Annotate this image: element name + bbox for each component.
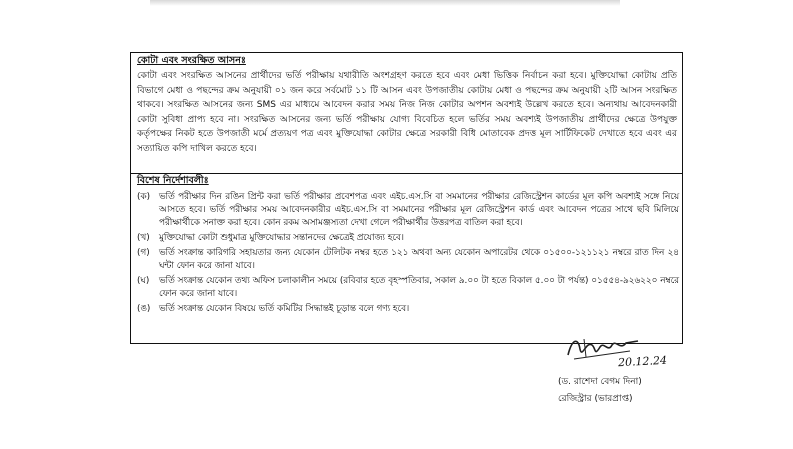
list-item [137, 303, 679, 316]
signatory-name: (ড. রাশেদা বেগম দিনা) [558, 377, 642, 387]
list-item-number: (ক) [137, 192, 151, 202]
instructions-list [137, 191, 679, 318]
instructions-heading: বিশেষ নির্দেশাবলীঃ [137, 175, 209, 186]
signature-block [546, 333, 696, 433]
notice-box [130, 52, 683, 344]
list-item-text: ভর্তি সংক্রান্ত যেকোন বিষয়ে ভর্তি কমিটির সিদ্ধান্তই চূড়ান্ত বলে গণ্য হবে। [159, 304, 410, 314]
signatory-title: রেজিস্ট্রার (ভারপ্রাপ্ত) [558, 394, 633, 404]
list-item-text: ভর্তি সংক্রান্ত যেকোন তথ্য অফিস চলাকালীন সময়ে (রবিবার হতে বৃহস্পতিবার, সকাল ৯.০০ টা হতে বিকাল ৫.০০ টা পর্যন্ত) ০১৫৫৪-৯২৬২২০ নম্বরে ফোন করে জানা যাবে। [159, 276, 679, 299]
top-page-edge [150, 0, 620, 6]
list-item-text: ভর্তি পরীক্ষার দিন রঙিন প্রিন্ট করা ভর্তি পরীক্ষার প্রবেশপত্র এবং এইচ.এস.সি বা সমমানের পরীক্ষার রেজিস্ট্রেশন কার্ডের মূল কপি অবশ্যই সঙ্গে নিয়ে আসতে হবে। ভর্তি পরীক্ষার সময় আবেদনকারীর এইচ.এস.সি বা সমমানের পরীক্ষার মূল রেজিস্ট্রেশন কার্ড এবং আবেদন পত্রের সাথে ছবি মিলিয়ে পরীক্ষার্থীকে সনাক্ত করা হবে। কোন রকম অসামঞ্জস্যতা দেখা গেলে পরীক্ষার্থীর উত্তরপত্র বাতিল করা হবে। [159, 192, 679, 228]
list-item-number: (খ) [137, 233, 150, 243]
signature-date: 20.12.24 [617, 353, 668, 370]
instructions-section [131, 173, 682, 343]
list-item-number: (গ) [137, 248, 150, 258]
quota-heading: কোটা এবং সংরক্ষিত আসনঃ [137, 55, 246, 66]
quota-section [131, 53, 682, 174]
list-item [137, 275, 679, 301]
list-item [137, 191, 679, 230]
list-item-text: মুক্তিযোদ্ধা কোটা শুধুমাত্র মুক্তিযোদ্ধার সন্তানদের ক্ষেত্রেই প্রযোজ্য হবে। [159, 233, 404, 243]
list-item [137, 232, 679, 245]
list-item [137, 247, 679, 273]
quota-paragraph: কোটা এবং সংরক্ষিত আসনের প্রার্থীদের ভর্তি পরীক্ষায় যথারীতি অংশগ্রহণ করতে হবে এবং মেধা ভিত্তিক নির্বাচন করা হবে। মুক্তিযোদ্ধা কোটায় প্রতি বিভাগে মেধা ও পছন্দের ক্রম অনুযায়ী ০১ জন করে সর্বমোট ১১ টি আসন এবং উপজাতীয় কোটায় মেধা ও পছন্দের ক্রম অনুযায়ী ২টি আসন সংরক্ষিত থাকবে। সংরক্ষিত আসনের জন্য SMS এর মাধ্যমে আবেদন করার সময় নিজ নিজ কোটার অপশন অবশ্যই উল্লেখ করতে হবে। অন্যথায় আবেদনকারী কোটা সুবিধা প্রাপ্য হবে না। সংরক্ষিত আসনের জন্য ভর্তি পরীক্ষায় যোগ্য বিবেচিত হলে ভর্তির সময় অবশ্যই উপজাতীয় প্রার্থীদের ক্ষেত্রে উপযুক্ত কর্তৃপক্ষের নিকট হতে উপজাতী মর্মে প্রত্যয়ণ পত্র এবং মুক্তিযোদ্ধা কোটার ক্ষেত্রে সরকারী বিধি মোতাবেক প্রদত্ত মূল সার্টিফিকেট দেখাতে হবে এবং এর সত্যায়িত কপি দাখিল করতে হবে। [137, 71, 677, 154]
list-item-number: (ঙ) [137, 304, 151, 314]
list-item-text: ভর্তি সংক্রান্ত কারিগরি সহায়তার জন্য যেকোন টেলিটক নম্বর হতে ১২১ অথবা অন্য যেকোন অপারেটর থেকে ০১৫০০-১২১১২১ নম্বরে রাত দিন ২৪ ঘন্টা ফোন করে জানা যাবে। [159, 248, 679, 271]
list-item-number: (ঘ) [137, 276, 150, 286]
